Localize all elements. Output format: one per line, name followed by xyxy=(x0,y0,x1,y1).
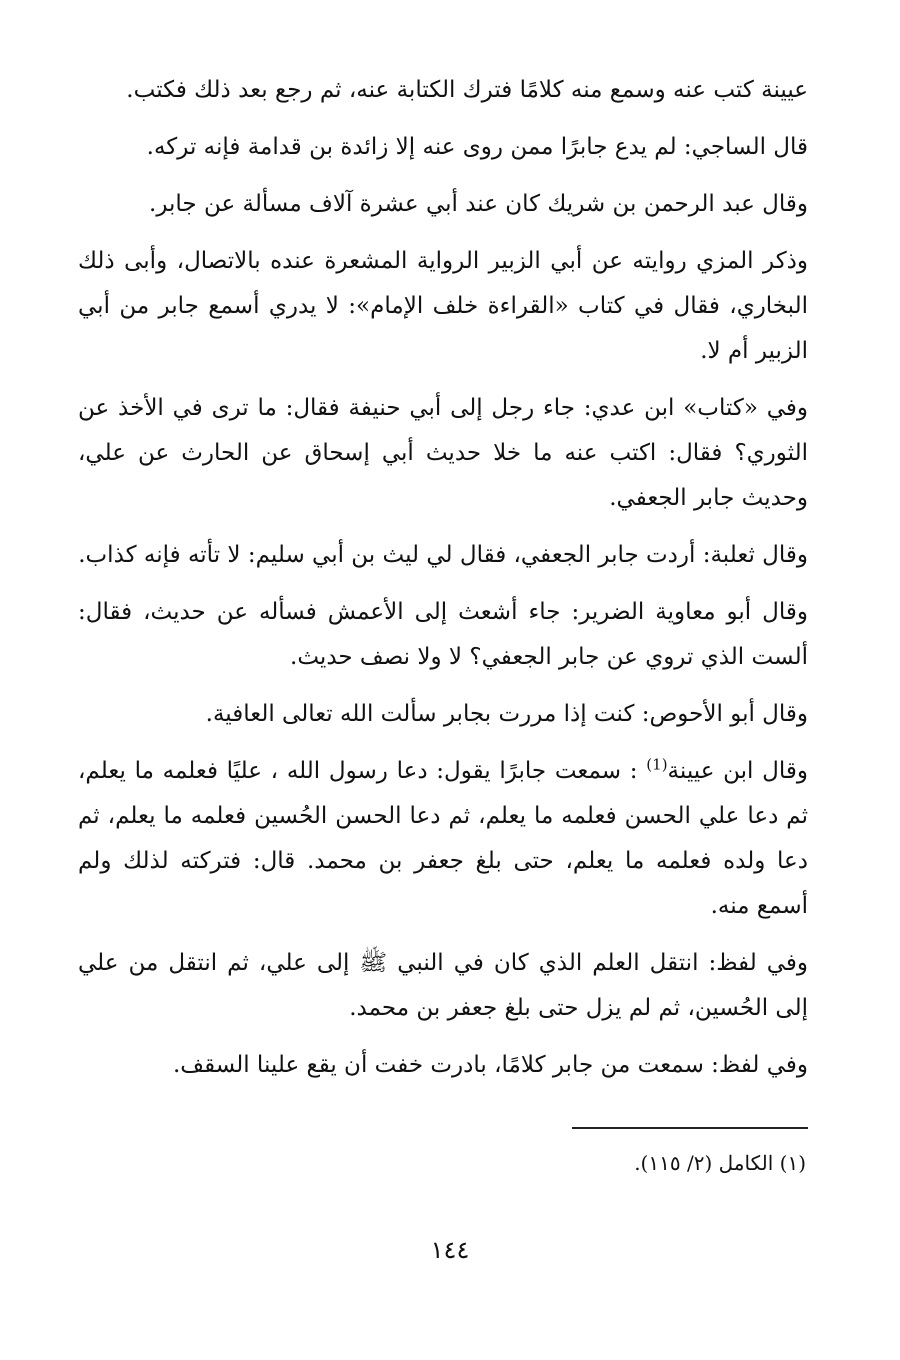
paragraph-10: وفي لفظ: انتقل العلم الذي كان في النبي ﷺ إلى علي، ثم انتقل من علي إلى الحُسين، ثم لم يزل حتى بلغ جعفر بن محمد. xyxy=(78,950,808,1021)
paragraph-9-start: وقال ابن عيينة xyxy=(667,758,808,784)
footnote-reference[interactable]: (1) xyxy=(646,755,668,774)
paragraph-2: قال الساجي: لم يدع جابرًا ممن روى عنه إلا زائدة بن قدامة فإنه تركه. xyxy=(146,134,808,160)
footnote-divider xyxy=(572,1127,808,1129)
paragraph-11: وفي لفظ: سمعت من جابر كلامًا، بادرت خفت أن يقع علينا السقف. xyxy=(172,1052,808,1078)
page-number: ١٤٤ xyxy=(430,1236,470,1264)
paragraph-6: وقال ثعلبة: أردت جابر الجعفي، فقال لي ليث بن أبي سليم: لا تأته فإنه كذاب. xyxy=(78,542,808,568)
paragraph-9-rest: : سمعت جابرًا يقول: دعا رسول الله ، عليًا فعلمه ما يعلم، ثم دعا علي الحسن فعلمه ما يعلم، ثم دعا الحسن الحُسين فعلمه ما يعلم، ثم دعا ولده فعلمه ما يعلم، حتى بلغ جعفر بن محمد. قال: فتركته لذلك ولم أسمع منه. xyxy=(78,758,808,919)
paragraph-5: وفي «كتاب» ابن عدي: جاء رجل إلى أبي حنيفة فقال: ما ترى في الأخذ عن الثوري؟ فقال: اكتب عنه ما خلا حديث أبي إسحاق عن الحارث عن علي، وحديث جابر الجعفي. xyxy=(78,395,808,511)
paragraph-1: عيينة كتب عنه وسمع منه كلامًا فترك الكتابة عنه، ثم رجع بعد ذلك فكتب. xyxy=(126,77,808,103)
footnote: (١) الكامل (٢/ ١١٥). xyxy=(634,1151,806,1175)
paragraph-9 xyxy=(78,749,808,929)
paragraph-8: وقال أبو الأحوص: كنت إذا مررت بجابر سألت الله تعالى العافية. xyxy=(205,701,808,727)
paragraph-7: وقال أبو معاوية الضرير: جاء أشعث إلى الأعمش فسأله عن حديث، فقال: ألست الذي تروي عن جابر الجعفي؟ لا ولا نصف حديث. xyxy=(78,599,808,670)
body-text xyxy=(78,68,808,1100)
paragraph-4: وذكر المزي روايته عن أبي الزبير الرواية المشعرة عنده بالاتصال، وأبى ذلك البخاري، فقال في كتاب «القراءة خلف الإمام»: لا يدري أسمع جابر من أبي الزبير أم لا. xyxy=(78,248,808,364)
paragraph-3: وقال عبد الرحمن بن شريك كان عند أبي عشرة آلاف مسألة عن جابر. xyxy=(149,191,808,217)
